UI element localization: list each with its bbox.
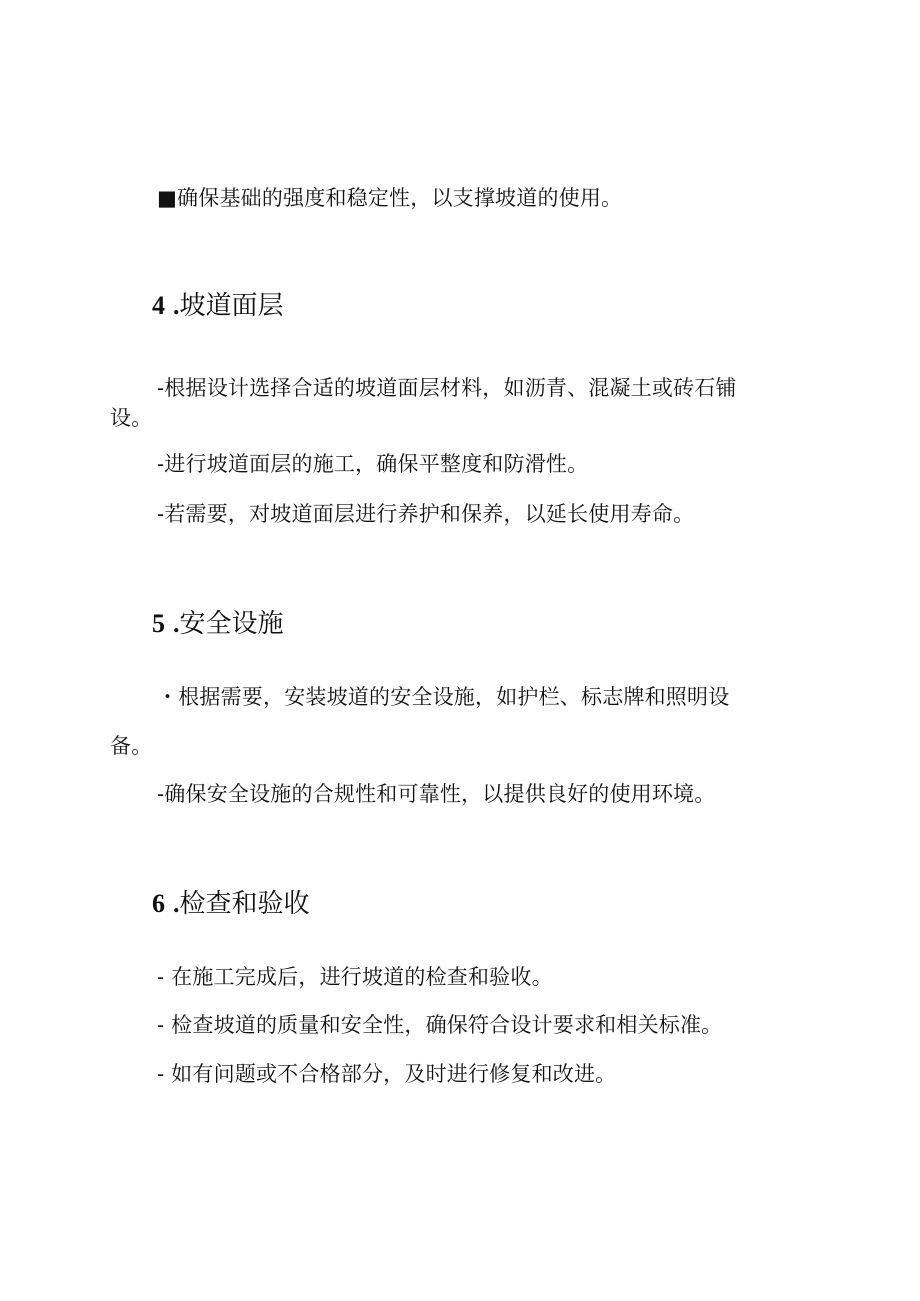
section-6-line-2: - 检查坡道的质量和安全性，确保符合设计要求和相关标准。 (157, 1013, 723, 1037)
section-6-line-1: - 在施工完成后，进行坡道的检查和验收。 (157, 965, 553, 989)
section-4-line-1-cont: 设。 (110, 406, 153, 430)
section-6-number: 6 (152, 889, 165, 918)
section-6-line-3: - 如有问题或不合格部分，及时进行修复和改进。 (157, 1062, 617, 1086)
section-4-title: 坡道面层 (179, 290, 284, 320)
section-5-line-1: ・根据需要，安装坡道的安全设施，如护栏、标志牌和照明设 (157, 685, 730, 709)
section-5-title: 安全设施 (179, 608, 284, 638)
section-4-line-3: -若需要，对坡道面层进行养护和保养，以延长使用寿命。 (157, 502, 695, 526)
section-5-heading: 5 .安全设施 (152, 608, 284, 638)
section-5-number: 5 (152, 609, 165, 638)
section-4-number: 4 (152, 291, 165, 320)
section-4-line-1: -根据设计选择合适的坡道面层材料，如沥青、混凝土或砖石铺 (157, 376, 737, 400)
section-5-line-1-cont: 备。 (110, 734, 153, 758)
top-bullet-item: ■确保基础的强度和稳定性，以支撑坡道的使用。 (157, 186, 623, 210)
section-4-heading: 4 .坡道面层 (152, 290, 284, 320)
section-6-heading: 6 .检查和验收 (152, 888, 310, 918)
section-4-line-2: -进行坡道面层的施工，确保平整度和防滑性。 (157, 452, 589, 476)
section-6-title: 检查和验收 (179, 888, 310, 918)
section-5-line-2: -确保安全设施的合规性和可靠性，以提供良好的使用环境。 (157, 782, 716, 806)
